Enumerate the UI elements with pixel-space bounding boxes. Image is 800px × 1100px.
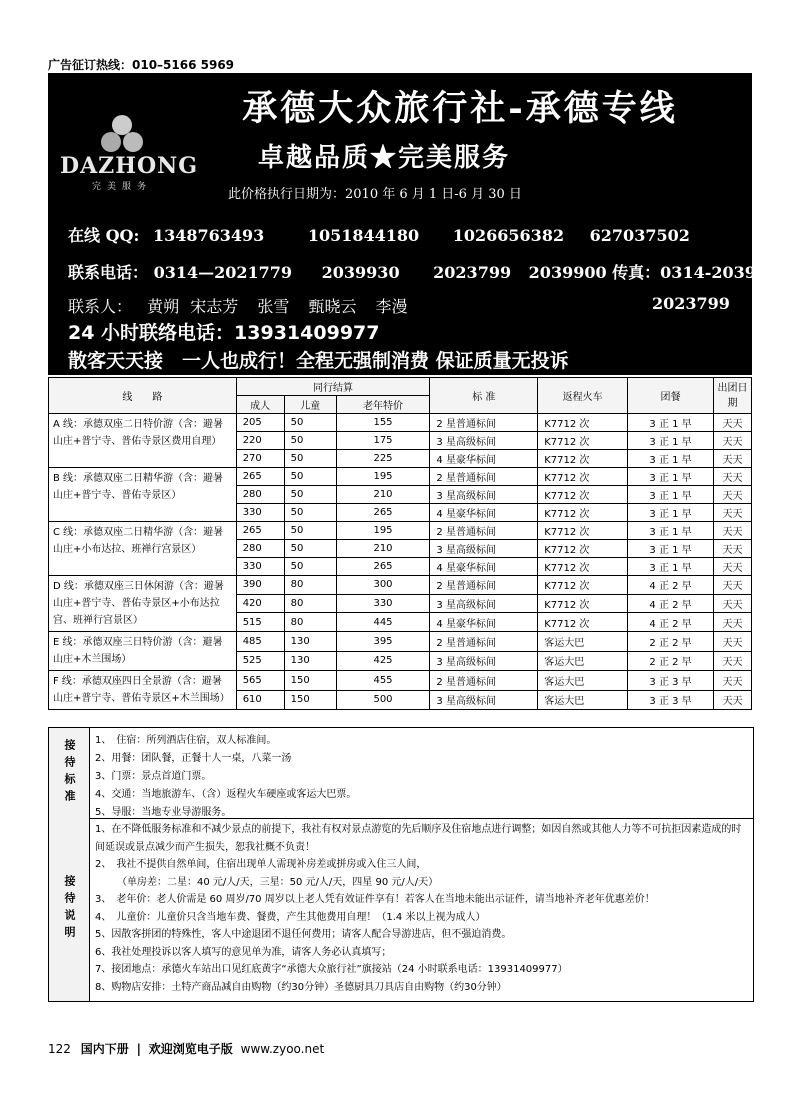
notes-label: 接待说明 <box>49 817 90 1001</box>
senior-price-cell: 210 <box>336 540 430 558</box>
page-number: 122 <box>48 1042 71 1056</box>
note-item: 1、在不降低服务标准和不减少景点的前提下，我社有权对景点游览的先后顺序及住宿地点进行调整；如因自然或其他人力等不可抗拒因素造成的时间延误或景点减少而产生损失，恕我社概不负责！ <box>95 824 742 853</box>
slogan: 卓越品质★完美服务 <box>258 143 511 173</box>
departure-cell: 天天 <box>713 651 751 671</box>
table-row <box>49 632 752 652</box>
return-train-cell: K7712 次 <box>538 522 628 540</box>
table-row <box>49 468 752 486</box>
website-link[interactable]: www.zyoo.net <box>240 1042 325 1056</box>
note-item: 2、 我社不提供自然单间，住宿出现单人需现补房差或拼房或入住三人间， <box>95 859 427 870</box>
route-header: 线 路 <box>49 378 237 414</box>
adult-price-cell: 205 <box>236 414 284 432</box>
return-train-cell: K7712 次 <box>538 432 628 450</box>
price-table-body <box>49 414 752 710</box>
standard-item: 2、用餐：团队餐，正餐十人一桌，八菜一汤 <box>95 753 292 764</box>
child-price-cell: 80 <box>284 613 336 632</box>
table-row <box>49 576 752 595</box>
qq-number: 1026656382 <box>452 226 565 245</box>
return-train-cell: 客运大巴 <box>538 651 628 671</box>
qq-number: 627037502 <box>589 226 690 245</box>
contact-name: 宋志芳 <box>190 297 239 316</box>
contact-name: 李漫 <box>375 297 408 316</box>
departure-cell: 天天 <box>713 576 751 595</box>
adult-price-cell: 485 <box>236 632 284 652</box>
return-train-cell: 客运大巴 <box>538 690 628 710</box>
meals-cell: 2 正 2 早 <box>628 632 714 652</box>
child-price-cell: 130 <box>284 632 336 652</box>
child-price-cell: 150 <box>284 690 336 710</box>
child-price-cell: 50 <box>284 486 336 504</box>
page-title: 承德大众旅行社-承德专线 <box>242 88 678 129</box>
child-price-cell: 80 <box>284 594 336 613</box>
child-price-cell: 50 <box>284 558 336 576</box>
child-price-cell: 50 <box>284 468 336 486</box>
senior-price-cell: 300 <box>336 576 430 595</box>
header-banner <box>48 73 790 375</box>
note-item: 8、购物店安排：土特产商品减自由购物（约30分钟）圣德厨具刀具店自由购物（约30分钟） <box>95 981 507 993</box>
standards-label: 接待标准 <box>49 728 90 818</box>
return-train-cell: K7712 次 <box>538 450 628 468</box>
senior-price-cell: 195 <box>336 468 430 486</box>
meals-cell: 4 正 2 早 <box>628 594 714 613</box>
return-train-cell: K7712 次 <box>538 504 628 522</box>
return-train-cell: K7712 次 <box>538 414 628 432</box>
room-standard-cell: 2 星普通标间 <box>430 468 538 486</box>
return-train-cell: K7712 次 <box>538 486 628 504</box>
note-item: 5、因散客拼团的特殊性，客人中途退团不退任何费用；请客人配合导游进店，但不强迫消费。 <box>95 929 512 940</box>
return-train-cell: K7712 次 <box>538 540 628 558</box>
room-standard-cell: 2 星普通标间 <box>430 632 538 652</box>
page-footer <box>48 1040 324 1057</box>
senior-price-cell: 210 <box>336 486 430 504</box>
room-standard-cell: 2 星普通标间 <box>430 414 538 432</box>
date-note: 此价格执行日期为：2010 年 6 月 1 日-6 月 30 日 <box>228 187 522 202</box>
room-standard-cell: 3 星高级标间 <box>430 540 538 558</box>
phone-number: 2039900 传真：0314-2039900 <box>528 263 790 282</box>
senior-price-cell: 195 <box>336 522 430 540</box>
senior-header: 老年特价 <box>336 396 430 414</box>
table-row <box>49 671 752 691</box>
adult-price-cell: 525 <box>236 651 284 671</box>
standard-item: 4、交通：当地旅游车、（含）返程火车硬座或客运大巴票。 <box>95 789 357 800</box>
departure-cell: 天天 <box>713 690 751 710</box>
reception-notes <box>48 817 754 1002</box>
group-price-header: 同行结算 <box>236 378 430 396</box>
route-cell: F 线：承德双座四日全景游（含：避暑山庄+普宁寺、普佑寺景区+木兰围场） <box>49 671 237 710</box>
adult-price-cell: 220 <box>236 432 284 450</box>
return-train-cell: 客运大巴 <box>538 671 628 691</box>
qq-number: 1348763493 <box>152 226 265 245</box>
standard-item: 1、 住宿：所列酒店住宿，双人标准间。 <box>95 735 277 746</box>
child-price-cell: 50 <box>284 414 336 432</box>
phone-number: 0314—2021779 <box>153 263 293 282</box>
departure-cell: 天天 <box>713 613 751 632</box>
logo-name: DAZHONG <box>60 153 199 179</box>
room-standard-cell: 2 星普通标间 <box>430 522 538 540</box>
contacts-label: 联系人： <box>68 297 133 316</box>
adult-price-cell: 265 <box>236 522 284 540</box>
departure-cell: 天天 <box>713 450 751 468</box>
senior-price-cell: 225 <box>336 450 430 468</box>
price-table <box>48 377 752 710</box>
adult-price-cell: 565 <box>236 671 284 691</box>
standard-item: 3、门票：景点首道门票。 <box>95 771 212 782</box>
note-item: 7、接团地点：承德火车站出口见红底黄字“承德大众旅行社”旗接站（24 小时联系电话：13931409977） <box>95 964 568 975</box>
meals-cell: 3 正 3 早 <box>628 671 714 691</box>
child-price-cell: 50 <box>284 540 336 558</box>
room-standard-cell: 3 星高级标间 <box>430 690 538 710</box>
qq-number: 1051844180 <box>307 226 420 245</box>
meals-cell: 3 正 1 早 <box>628 468 714 486</box>
route-cell: D 线：承德双座三日休闲游（含：避暑山庄+普宁寺、普佑寺景区+小布达拉宫、班禅行宫景区） <box>49 576 237 632</box>
meals-cell: 3 正 1 早 <box>628 486 714 504</box>
senior-price-cell: 265 <box>336 558 430 576</box>
phone-number: 2023799 <box>433 263 512 282</box>
standard-header: 标 准 <box>430 378 538 414</box>
meals-cell: 3 正 1 早 <box>628 558 714 576</box>
standards-body <box>89 728 753 826</box>
senior-price-cell: 425 <box>336 651 430 671</box>
train-header: 返程火车 <box>538 378 628 414</box>
promo-line: 散客天天接 一人也成行！全程无强制消费 保证质量无投诉 <box>68 350 569 372</box>
departure-cell: 天天 <box>713 540 751 558</box>
separator: | <box>136 1042 141 1056</box>
meals-cell: 4 正 2 早 <box>628 613 714 632</box>
return-train-cell: K7712 次 <box>538 594 628 613</box>
route-cell: C 线：承德双座二日精华游（含：避暑山庄+小布达拉、班禅行宫景区） <box>49 522 237 576</box>
adult-price-cell: 280 <box>236 540 284 558</box>
child-price-cell: 130 <box>284 651 336 671</box>
room-standard-cell: 4 星豪华标间 <box>430 558 538 576</box>
room-standard-cell: 3 星高级标间 <box>430 432 538 450</box>
room-standard-cell: 3 星高级标间 <box>430 651 538 671</box>
room-standard-cell: 4 星豪华标间 <box>430 613 538 632</box>
adult-header: 成人 <box>236 396 284 414</box>
contacts-extra-number: 2023799 <box>652 294 730 313</box>
return-train-cell: 客运大巴 <box>538 632 628 652</box>
note-item: 3、 老年价：老人价需是 60 周岁/70 周岁以上老人凭有效证件享有！若客人在当地未能出示证件，请当地补齐老年优惠差价！ <box>95 894 655 905</box>
departure-cell: 天天 <box>713 468 751 486</box>
adult-price-cell: 280 <box>236 486 284 504</box>
reception-standards <box>48 727 754 819</box>
qq-line <box>68 223 690 246</box>
meals-cell: 3 正 1 早 <box>628 414 714 432</box>
contact-name: 张雪 <box>257 297 290 316</box>
dazhong-logo <box>60 113 199 192</box>
meals-cell: 2 正 2 早 <box>628 651 714 671</box>
departure-cell: 天天 <box>713 414 751 432</box>
departure-cell: 天天 <box>713 504 751 522</box>
senior-price-cell: 445 <box>336 613 430 632</box>
departure-cell: 天天 <box>713 558 751 576</box>
child-price-cell: 150 <box>284 671 336 691</box>
adult-price-cell: 610 <box>236 690 284 710</box>
adult-price-cell: 330 <box>236 504 284 522</box>
child-price-cell: 50 <box>284 522 336 540</box>
room-standard-cell: 2 星普通标间 <box>430 671 538 691</box>
note-item: 6、我社处理投诉以客人填写的意见单为准，请客人务必认真填写； <box>95 946 392 958</box>
hotline-24h: 24 小时联络电话：13931409977 <box>68 322 380 344</box>
departure-cell: 天天 <box>713 522 751 540</box>
route-cell: B 线：承德双座二日精华游（含：避暑山庄+普宁寺、普佑寺景区） <box>49 468 237 522</box>
departure-cell: 天天 <box>713 432 751 450</box>
meals-cell: 3 正 1 早 <box>628 504 714 522</box>
section-name: 国内下册 <box>80 1042 129 1056</box>
departure-cell: 天天 <box>713 671 751 691</box>
logo-subtitle: 完美服务 <box>91 182 152 192</box>
price-table-wrap <box>48 377 752 710</box>
child-price-cell: 50 <box>284 504 336 522</box>
room-standard-cell: 4 星豪华标间 <box>430 450 538 468</box>
senior-price-cell: 155 <box>336 414 430 432</box>
route-cell: E 线：承德双座三日特价游（含：避暑山庄+木兰围场） <box>49 632 237 671</box>
contacts-line <box>68 294 408 317</box>
departure-cell: 天天 <box>713 486 751 504</box>
logo-icon <box>92 113 152 155</box>
adult-price-cell: 265 <box>236 468 284 486</box>
senior-price-cell: 455 <box>336 671 430 691</box>
child-price-cell: 80 <box>284 576 336 595</box>
contact-name: 黄朔 <box>147 297 180 316</box>
return-train-cell: K7712 次 <box>538 468 628 486</box>
adult-price-cell: 420 <box>236 594 284 613</box>
note-item: （单房差：二星：40 元/人/天，三星：50 元/人/天，四星 90 元/人/天） <box>117 876 439 888</box>
room-standard-cell: 3 星高级标间 <box>430 594 538 613</box>
senior-price-cell: 395 <box>336 632 430 652</box>
meals-cell: 3 正 1 早 <box>628 522 714 540</box>
contact-name: 甄晓云 <box>308 297 357 316</box>
meals-cell: 3 正 1 早 <box>628 432 714 450</box>
phone-number: 2039930 <box>321 263 400 282</box>
meals-cell: 3 正 3 早 <box>628 690 714 710</box>
senior-price-cell: 330 <box>336 594 430 613</box>
table-row <box>49 522 752 540</box>
meals-header: 团餐 <box>628 378 714 414</box>
notes-body <box>89 817 753 1000</box>
child-price-cell: 50 <box>284 450 336 468</box>
meals-cell: 4 正 2 早 <box>628 576 714 595</box>
phone-line <box>68 260 789 283</box>
senior-price-cell: 175 <box>336 432 430 450</box>
phone-label: 联系电话： <box>68 263 149 282</box>
adult-price-cell: 330 <box>236 558 284 576</box>
room-standard-cell: 4 星豪华标间 <box>430 504 538 522</box>
note-item: 4、 儿童价：儿童价只含当地车费、餐费，产生其他费用自理！（1.4 米以上视为成人） <box>95 911 486 923</box>
return-train-cell: K7712 次 <box>538 558 628 576</box>
standard-item: 5、导服：当地专业导游服务。 <box>95 807 232 818</box>
invite-text: 欢迎浏览电子版 <box>148 1042 233 1056</box>
senior-price-cell: 265 <box>336 504 430 522</box>
room-standard-cell: 2 星普通标间 <box>430 576 538 595</box>
departure-cell: 天天 <box>713 594 751 613</box>
return-train-cell: K7712 次 <box>538 576 628 595</box>
room-standard-cell: 3 星高级标间 <box>430 486 538 504</box>
adult-price-cell: 270 <box>236 450 284 468</box>
depart-header: 出团日期 <box>713 378 751 414</box>
child-price-cell: 50 <box>284 432 336 450</box>
meals-cell: 3 正 1 早 <box>628 450 714 468</box>
table-row <box>49 414 752 432</box>
adult-price-cell: 390 <box>236 576 284 595</box>
ad-hotline: 广告征订热线：010–5166 5969 <box>48 58 235 72</box>
child-header: 儿童 <box>284 396 336 414</box>
departure-cell: 天天 <box>713 632 751 652</box>
qq-label: 在线 QQ: <box>68 226 140 245</box>
route-cell: A 线：承德双座二日特价游（含：避暑山庄+普宁寺、普佑寺景区费用自理） <box>49 414 237 468</box>
senior-price-cell: 500 <box>336 690 430 710</box>
adult-price-cell: 515 <box>236 613 284 632</box>
return-train-cell: K7712 次 <box>538 613 628 632</box>
meals-cell: 3 正 1 早 <box>628 540 714 558</box>
